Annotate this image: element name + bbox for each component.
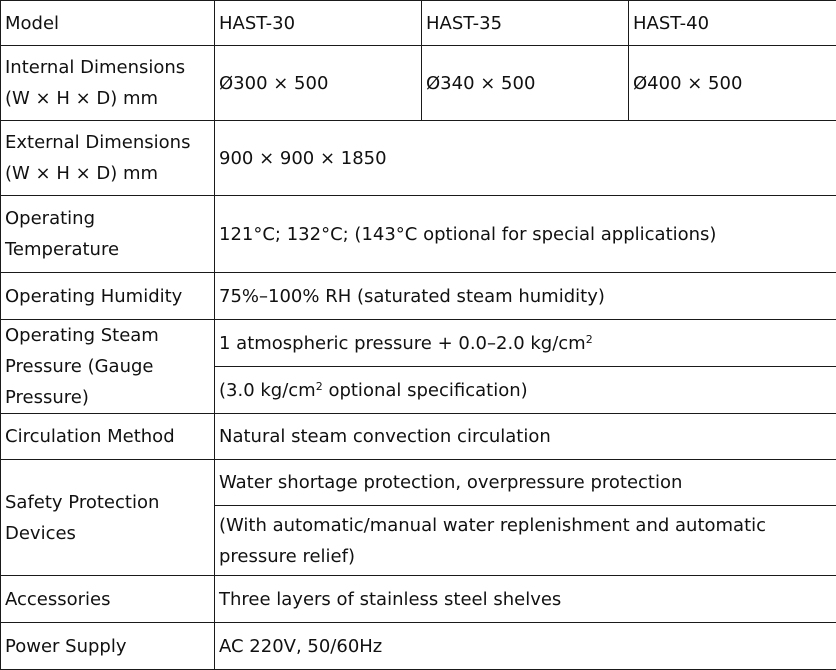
steam-pressure-value-optional-post: optional specification) — [323, 380, 528, 401]
external-dimensions-label-line1: External Dimensions — [5, 132, 190, 153]
model-header-label: Model — [1, 1, 215, 46]
external-dimensions-value: 900 × 900 × 1850 — [215, 121, 836, 196]
steam-pressure-value-standard — [215, 320, 836, 367]
operating-temperature-value: 121°C; 132°C; (143°C optional for special applications) — [215, 196, 836, 273]
table-row-model — [1, 1, 836, 46]
internal-dimensions-label-line2: (W × H × D) mm — [5, 88, 158, 109]
internal-dimensions-label-line1: Internal Dimensions — [5, 57, 185, 78]
model-hast-40: HAST-40 — [629, 1, 836, 46]
safety-protection-value-primary: Water shortage protection, overpressure protection — [215, 460, 836, 506]
table-row-power-supply — [1, 623, 836, 670]
steam-pressure-label-line2: Pressure (Gauge — [5, 356, 154, 377]
steam-pressure-label-line1: Operating Steam — [5, 325, 159, 346]
circulation-method-value: Natural steam convection circulation — [215, 414, 836, 460]
safety-protection-label-line1: Safety Protection — [5, 492, 159, 513]
accessories-label: Accessories — [1, 576, 215, 623]
operating-temperature-label-line1: Operating — [5, 208, 95, 229]
superscript-two: 2 — [316, 380, 323, 393]
power-supply-value: AC 220V, 50/60Hz — [215, 623, 836, 670]
table-row-steam-pressure — [1, 320, 836, 367]
operating-humidity-label: Operating Humidity — [1, 273, 215, 320]
internal-dimensions-hast-35: Ø340 × 500 — [422, 46, 629, 121]
circulation-method-label: Circulation Method — [1, 414, 215, 460]
internal-dimensions-hast-40: Ø400 × 500 — [629, 46, 836, 121]
model-hast-35: HAST-35 — [422, 1, 629, 46]
safety-protection-label-line2: Devices — [5, 523, 76, 544]
power-supply-label: Power Supply — [1, 623, 215, 670]
internal-dimensions-hast-30: Ø300 × 500 — [215, 46, 422, 121]
internal-dimensions-label — [1, 46, 215, 121]
superscript-two: 2 — [586, 333, 593, 346]
steam-pressure-value-standard-text: 1 atmospheric pressure + 0.0–2.0 kg/cm — [219, 333, 586, 354]
table-row-accessories — [1, 576, 836, 623]
table-row-operating-humidity — [1, 273, 836, 320]
steam-pressure-label — [1, 320, 215, 414]
table-row-external-dimensions — [1, 121, 836, 196]
table-row-circulation-method — [1, 414, 836, 460]
external-dimensions-label — [1, 121, 215, 196]
table-row-operating-temperature — [1, 196, 836, 273]
operating-temperature-label-line2: Temperature — [5, 239, 119, 260]
table-row-internal-dimensions — [1, 46, 836, 121]
external-dimensions-label-line2: (W × H × D) mm — [5, 163, 158, 184]
model-hast-30: HAST-30 — [215, 1, 422, 46]
operating-temperature-label — [1, 196, 215, 273]
safety-protection-label — [1, 460, 215, 576]
accessories-value: Three layers of stainless steel shelves — [215, 576, 836, 623]
steam-pressure-value-optional-pre: (3.0 kg/cm — [219, 380, 316, 401]
operating-humidity-value: 75%–100% RH (saturated steam humidity) — [215, 273, 836, 320]
table-row-safety-protection — [1, 460, 836, 506]
steam-pressure-value-optional — [215, 367, 836, 414]
safety-protection-value-secondary: (With automatic/manual water replenishment and automatic pressure relief) — [215, 506, 836, 576]
steam-pressure-label-line3: Pressure) — [5, 387, 89, 408]
